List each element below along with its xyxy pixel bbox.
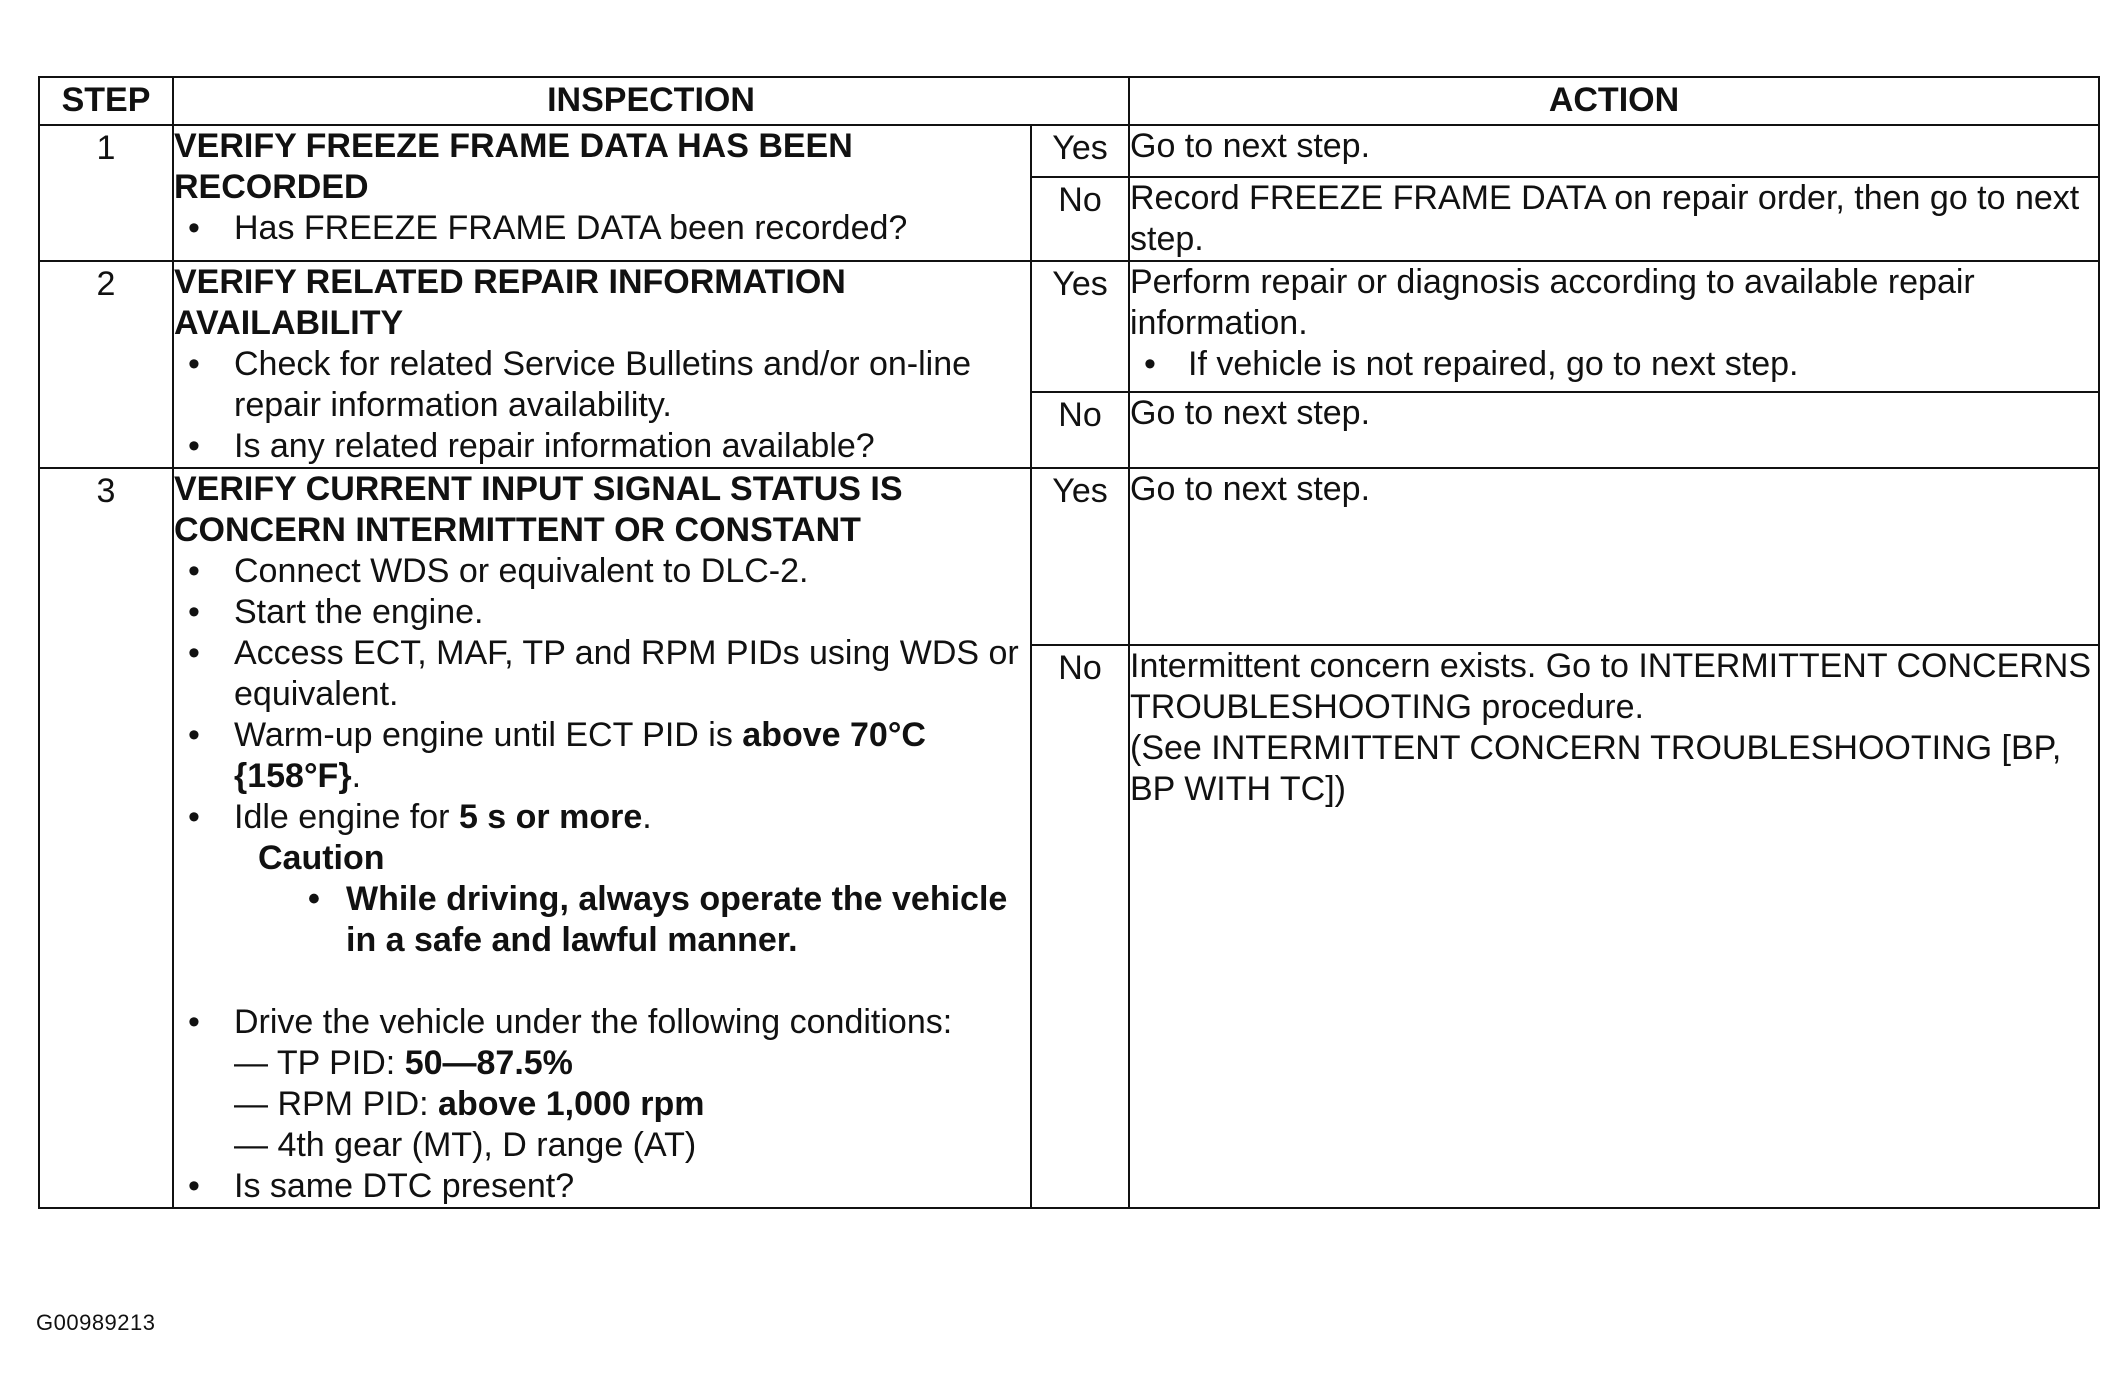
condition-rpm-label: — RPM PID: [234,1085,439,1123]
step-1-inspection [173,125,1031,261]
inspection-header: INSPECTION [173,77,1129,125]
step-3-bullet-3: • Access ECT, MAF, TP and RPM PIDs using WDS or equivalent. [174,633,1030,715]
step-3-bullet-6: • Drive the vehicle under the following conditions: [174,1002,1030,1043]
action-header: ACTION [1129,77,2099,125]
step-2-yes-action-text: Perform repair or diagnosis according to available repair information. [1130,263,1975,342]
step-3-bullet-4-value: above 70°C {158°F} [234,716,926,795]
step-3-bullet-2: • Start the engine. [174,592,1030,633]
step-1-yes-label: Yes [1031,125,1129,177]
step-3-no-action-line-2: (See INTERMITTENT CONCERN TROUBLESHOOTING [BP, BP WITH TC]) [1130,728,2062,808]
step-3-bullet-5 [174,797,1030,838]
step-3-bullet-4-end: . [351,757,362,795]
step-3-no-action-line-1: Intermittent concern exists. Go to INTERMITTENT CONCERNS TROUBLESHOOTING procedure. [1130,646,2092,726]
diagnostic-table [38,76,2100,1209]
caution-text: • While driving, always operate the vehicle in a safe and lawful manner. [174,879,1030,961]
step-1-number: 1 [39,125,173,261]
step-3-heading: VERIFY CURRENT INPUT SIGNAL STATUS IS CONCERN INTERMITTENT OR CONSTANT [174,470,903,549]
step-1-bullet-1: • Has FREEZE FRAME DATA been recorded? [174,208,1030,249]
figure-id: G00989213 [36,1310,156,1335]
diagnostic-procedure [38,76,2098,1209]
step-2-bullet-2: • Is any related repair information available? [174,426,1030,467]
condition-tp-value: 50—87.5% [404,1044,573,1082]
step-2-yes-label: Yes [1031,261,1129,392]
step-1-heading: VERIFY FREEZE FRAME DATA HAS BEEN RECORDED [174,127,853,206]
caution-label: Caution [258,839,385,877]
step-3-bullet-4 [174,715,1030,797]
step-1-no-action: Record FREEZE FRAME DATA on repair order, then go to next step. [1129,177,2099,261]
step-3-bullet-1: • Connect WDS or equivalent to DLC-2. [174,551,1030,592]
step-1-no-label: No [1031,177,1129,261]
spacer [174,961,1030,1002]
step-2-yes-row [39,261,2099,392]
step-2-no-action: Go to next step. [1129,392,2099,468]
step-1-yes-action: Go to next step. [1129,125,2099,177]
step-3-no-label: No [1031,645,1129,1209]
step-3-yes-label: Yes [1031,468,1129,645]
step-3-no-action [1129,645,2099,1209]
step-3-bullet-5-value: 5 s or more [458,798,643,836]
condition-gear: — 4th gear (MT), D range (AT) [234,1126,697,1164]
step-2-bullet-1: • Check for related Service Bulletins and/or on-line repair information availability. [174,344,1030,426]
header-row [39,77,2099,125]
condition-tp-label: — TP PID: [234,1044,405,1082]
step-2-yes-action [1129,261,2099,392]
step-header: STEP [39,77,173,125]
step-2-yes-action-bullet: • If vehicle is not repaired, go to next step. [1130,344,2098,385]
step-3-bullet-4-text: Warm-up engine until ECT PID is [234,716,743,754]
step-3-yes-action: Go to next step. [1129,468,2099,645]
condition-tp [174,1043,1030,1084]
step-3-bullet-7: • Is same DTC present? [174,1166,1030,1207]
step-3-inspection [173,468,1031,1208]
step-2-heading: VERIFY RELATED REPAIR INFORMATION AVAILABILITY [174,263,846,342]
step-3-number: 3 [39,468,173,1208]
step-2-inspection [173,261,1031,468]
step-1-yes-row [39,125,2099,177]
step-3-bullet-5-end: . [642,798,652,836]
step-3-bullet-5-text: Idle engine for [234,798,459,836]
step-2-number: 2 [39,261,173,468]
step-3-yes-row [39,468,2099,645]
condition-rpm [174,1084,1030,1125]
step-2-no-label: No [1031,392,1129,468]
condition-rpm-value: above 1,000 rpm [438,1085,705,1123]
